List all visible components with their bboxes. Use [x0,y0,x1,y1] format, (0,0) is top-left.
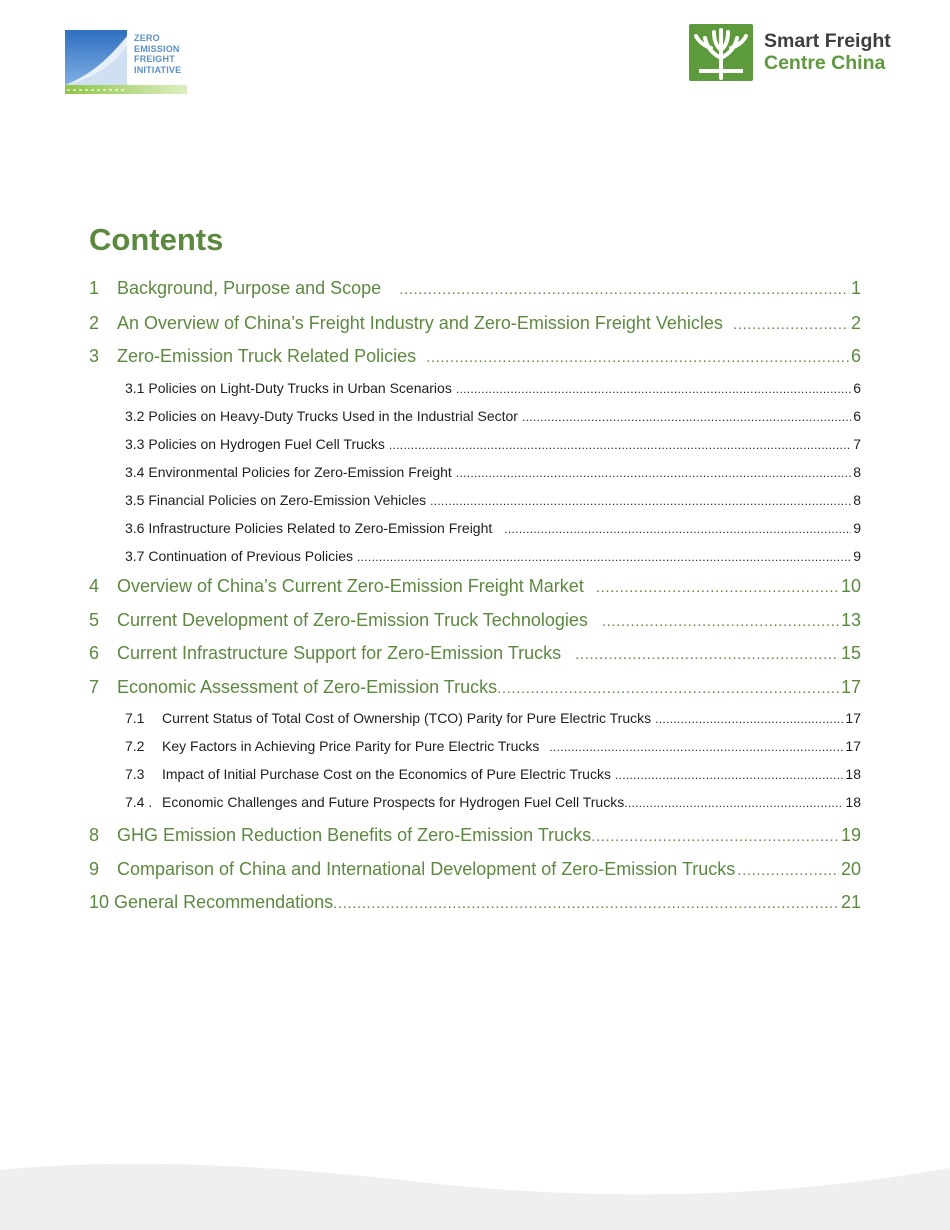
toc-entry-title: GHG Emission Reduction Benefits of Zero-Emission Trucks [117,825,592,845]
sfc-name-line-2: Centre China [764,52,886,74]
toc-entry-title: Background, Purpose and Scope [117,278,382,298]
toc-entry-number: 3.7 [125,548,145,564]
toc-subentry[interactable] [89,520,861,536]
toc-entry-page: 15 [840,643,861,663]
toc-entry[interactable] [89,313,861,334]
toc-entry-page: 18 [845,766,861,782]
toc-entry-title: Policies on Hydrogen Fuel Cell Trucks [148,436,385,452]
toc-subentry[interactable] [89,464,861,480]
toc-subentry[interactable] [89,766,861,782]
toc-dot-leader [733,316,849,333]
toc-dot-leader [575,646,839,663]
toc-entry[interactable] [89,677,861,698]
toc-entry-number: 3.5 [125,492,145,508]
toc-entry-title: Key Factors in Achieving Price Parity for Pure Electric Trucks [162,738,540,754]
toc-dot-leader [596,579,839,596]
toc-subentry[interactable] [89,436,861,452]
footer-wave-decoration [0,1160,950,1230]
toc-entry-title: Continuation of Previous Policies [148,548,354,564]
toc-entry-number: 3.3 [125,436,145,452]
toc-subentry[interactable] [89,548,861,564]
toc-entry-page: 2 [850,313,861,333]
toc-entry-page: 6 [853,380,861,396]
toc-entry-page: 9 [853,520,861,536]
toc-entry-title: Current Status of Total Cost of Ownership (TCO) Parity for Pure Electric Trucks [162,710,652,726]
toc-dot-leader [456,466,851,480]
toc-entry-number: 10 [89,892,110,912]
toc-dot-leader [549,740,843,754]
toc-entry-number: 6 [89,643,100,663]
toc-dot-leader [522,410,851,424]
toc-dot-leader [333,895,839,912]
toc-entry-number: 2 [89,313,100,333]
zefi-line-2: EMISSION [134,43,180,54]
toc-entry-page: 19 [840,825,861,845]
toc-entry-title: Infrastructure Policies Related to Zero-Emission Freight [148,520,493,536]
toc-dot-leader [615,768,843,782]
toc-entry-page: 6 [850,346,861,366]
toc-dot-leader [497,680,839,697]
toc-subentry[interactable] [89,794,861,810]
toc-subentry[interactable] [89,738,861,754]
toc-entry-title: Environmental Policies for Zero-Emission Freight [148,464,452,480]
toc-entry-page: 21 [840,892,861,912]
toc-dot-leader [399,281,849,298]
toc-entry-title: An Overview of China’s Freight Industry and Zero-Emission Freight Vehicles [117,313,723,333]
toc-entry-title: Economic Assessment of Zero-Emission Trucks [117,677,498,697]
toc-entry-title: Current Infrastructure Support for Zero-Emission Trucks [117,643,562,663]
toc-entry-number: 3 [89,346,100,366]
toc-entry-page: 13 [840,610,861,630]
toc-entry-page: 17 [845,710,861,726]
toc-subentry[interactable] [89,380,861,396]
zefi-line-4: INITIATIVE [134,64,182,75]
toc-entry-title: General Recommendations [114,892,334,912]
toc-entry-page: 9 [853,548,861,564]
tree-icon [689,24,753,81]
toc-entry-page: 7 [853,436,861,452]
toc-subentry[interactable] [89,492,861,508]
toc-entry-page: 17 [840,677,861,697]
toc-entry-title: Impact of Initial Purchase Cost on the Economics of Pure Electric Trucks [162,766,611,782]
toc-entry-number: 7 [89,677,100,697]
toc-dot-leader [737,862,839,879]
toc-entry-number: 3.4 [125,464,145,480]
toc-entry-number: 9 [89,859,100,879]
toc-subentry[interactable] [89,408,861,424]
toc-dot-leader [624,796,843,810]
toc-entry-page: 10 [840,576,861,596]
toc-entry-page: 20 [840,859,861,879]
toc-dot-leader [430,494,851,508]
toc-entry[interactable] [89,610,861,631]
toc-dot-leader [591,828,839,845]
toc-entry[interactable] [89,859,861,880]
toc-entry-title: Overview of China’s Current Zero-Emission Freight Market [117,576,584,596]
toc-entry[interactable] [89,346,861,367]
toc-dot-leader [504,522,851,536]
toc-entry-title: Current Development of Zero-Emission Truck Technologies [117,610,588,630]
toc-entry-number: 7.1 [125,710,145,726]
toc-entry-number: 3.6 [125,520,145,536]
toc-entry[interactable] [89,825,861,846]
toc-entry-number: 4 [89,576,100,596]
toc-dot-leader [602,613,839,630]
toc-entry-number: 3.2 [125,408,145,424]
toc-entry-title: Economic Challenges and Future Prospects for Hydrogen Fuel Cell Trucks [162,794,625,810]
toc-entry-title: Financial Policies on Zero-Emission Vehicles [148,492,427,508]
toc-subentry[interactable] [89,710,861,726]
toc-entry-number: 7.4 . [125,794,153,810]
toc-entry-page: 1 [850,278,861,298]
toc-dot-leader [389,438,851,452]
toc-dot-leader [357,550,851,564]
toc-entry[interactable] [89,576,861,597]
toc-dot-leader [426,349,849,366]
toc-entry-title: Comparison of China and International Development of Zero-Emission Trucks [117,859,736,879]
toc-entry-title: Policies on Light-Duty Trucks in Urban Scenarios [148,380,452,396]
toc-entry-page: 18 [845,794,861,810]
zefi-logo-text [134,33,181,75]
zefi-line-1: ZERO [134,33,160,43]
toc-entry-number: 7.2 [125,738,145,754]
toc-entry-title: Policies on Heavy-Duty Trucks Used in the Industrial Sector [148,408,518,424]
toc-dot-leader [456,382,851,396]
toc-entry-number: 7.3 [125,766,145,782]
toc-entry-page: 8 [853,464,861,480]
zefi-line-3: FREIGHT [134,54,175,64]
toc-entry-page: 8 [853,492,861,508]
toc-entry-number: 8 [89,825,100,845]
toc-entry-number: 3.1 [125,380,145,396]
toc-entry[interactable] [89,278,861,299]
sfc-logo-text [764,30,891,74]
sfc-name-line-1: Smart Freight [764,30,891,52]
toc-entry-title: Zero-Emission Truck Related Policies [117,346,417,366]
contents-title: Contents [89,222,224,257]
toc-dot-leader [655,712,843,726]
toc-entry[interactable] [89,643,861,664]
toc-entry-number: 1 [89,278,100,298]
toc-entry-number: 5 [89,610,100,630]
toc-entry-page: 17 [845,738,861,754]
toc-entry[interactable] [89,892,861,913]
toc-entry-page: 6 [853,408,861,424]
